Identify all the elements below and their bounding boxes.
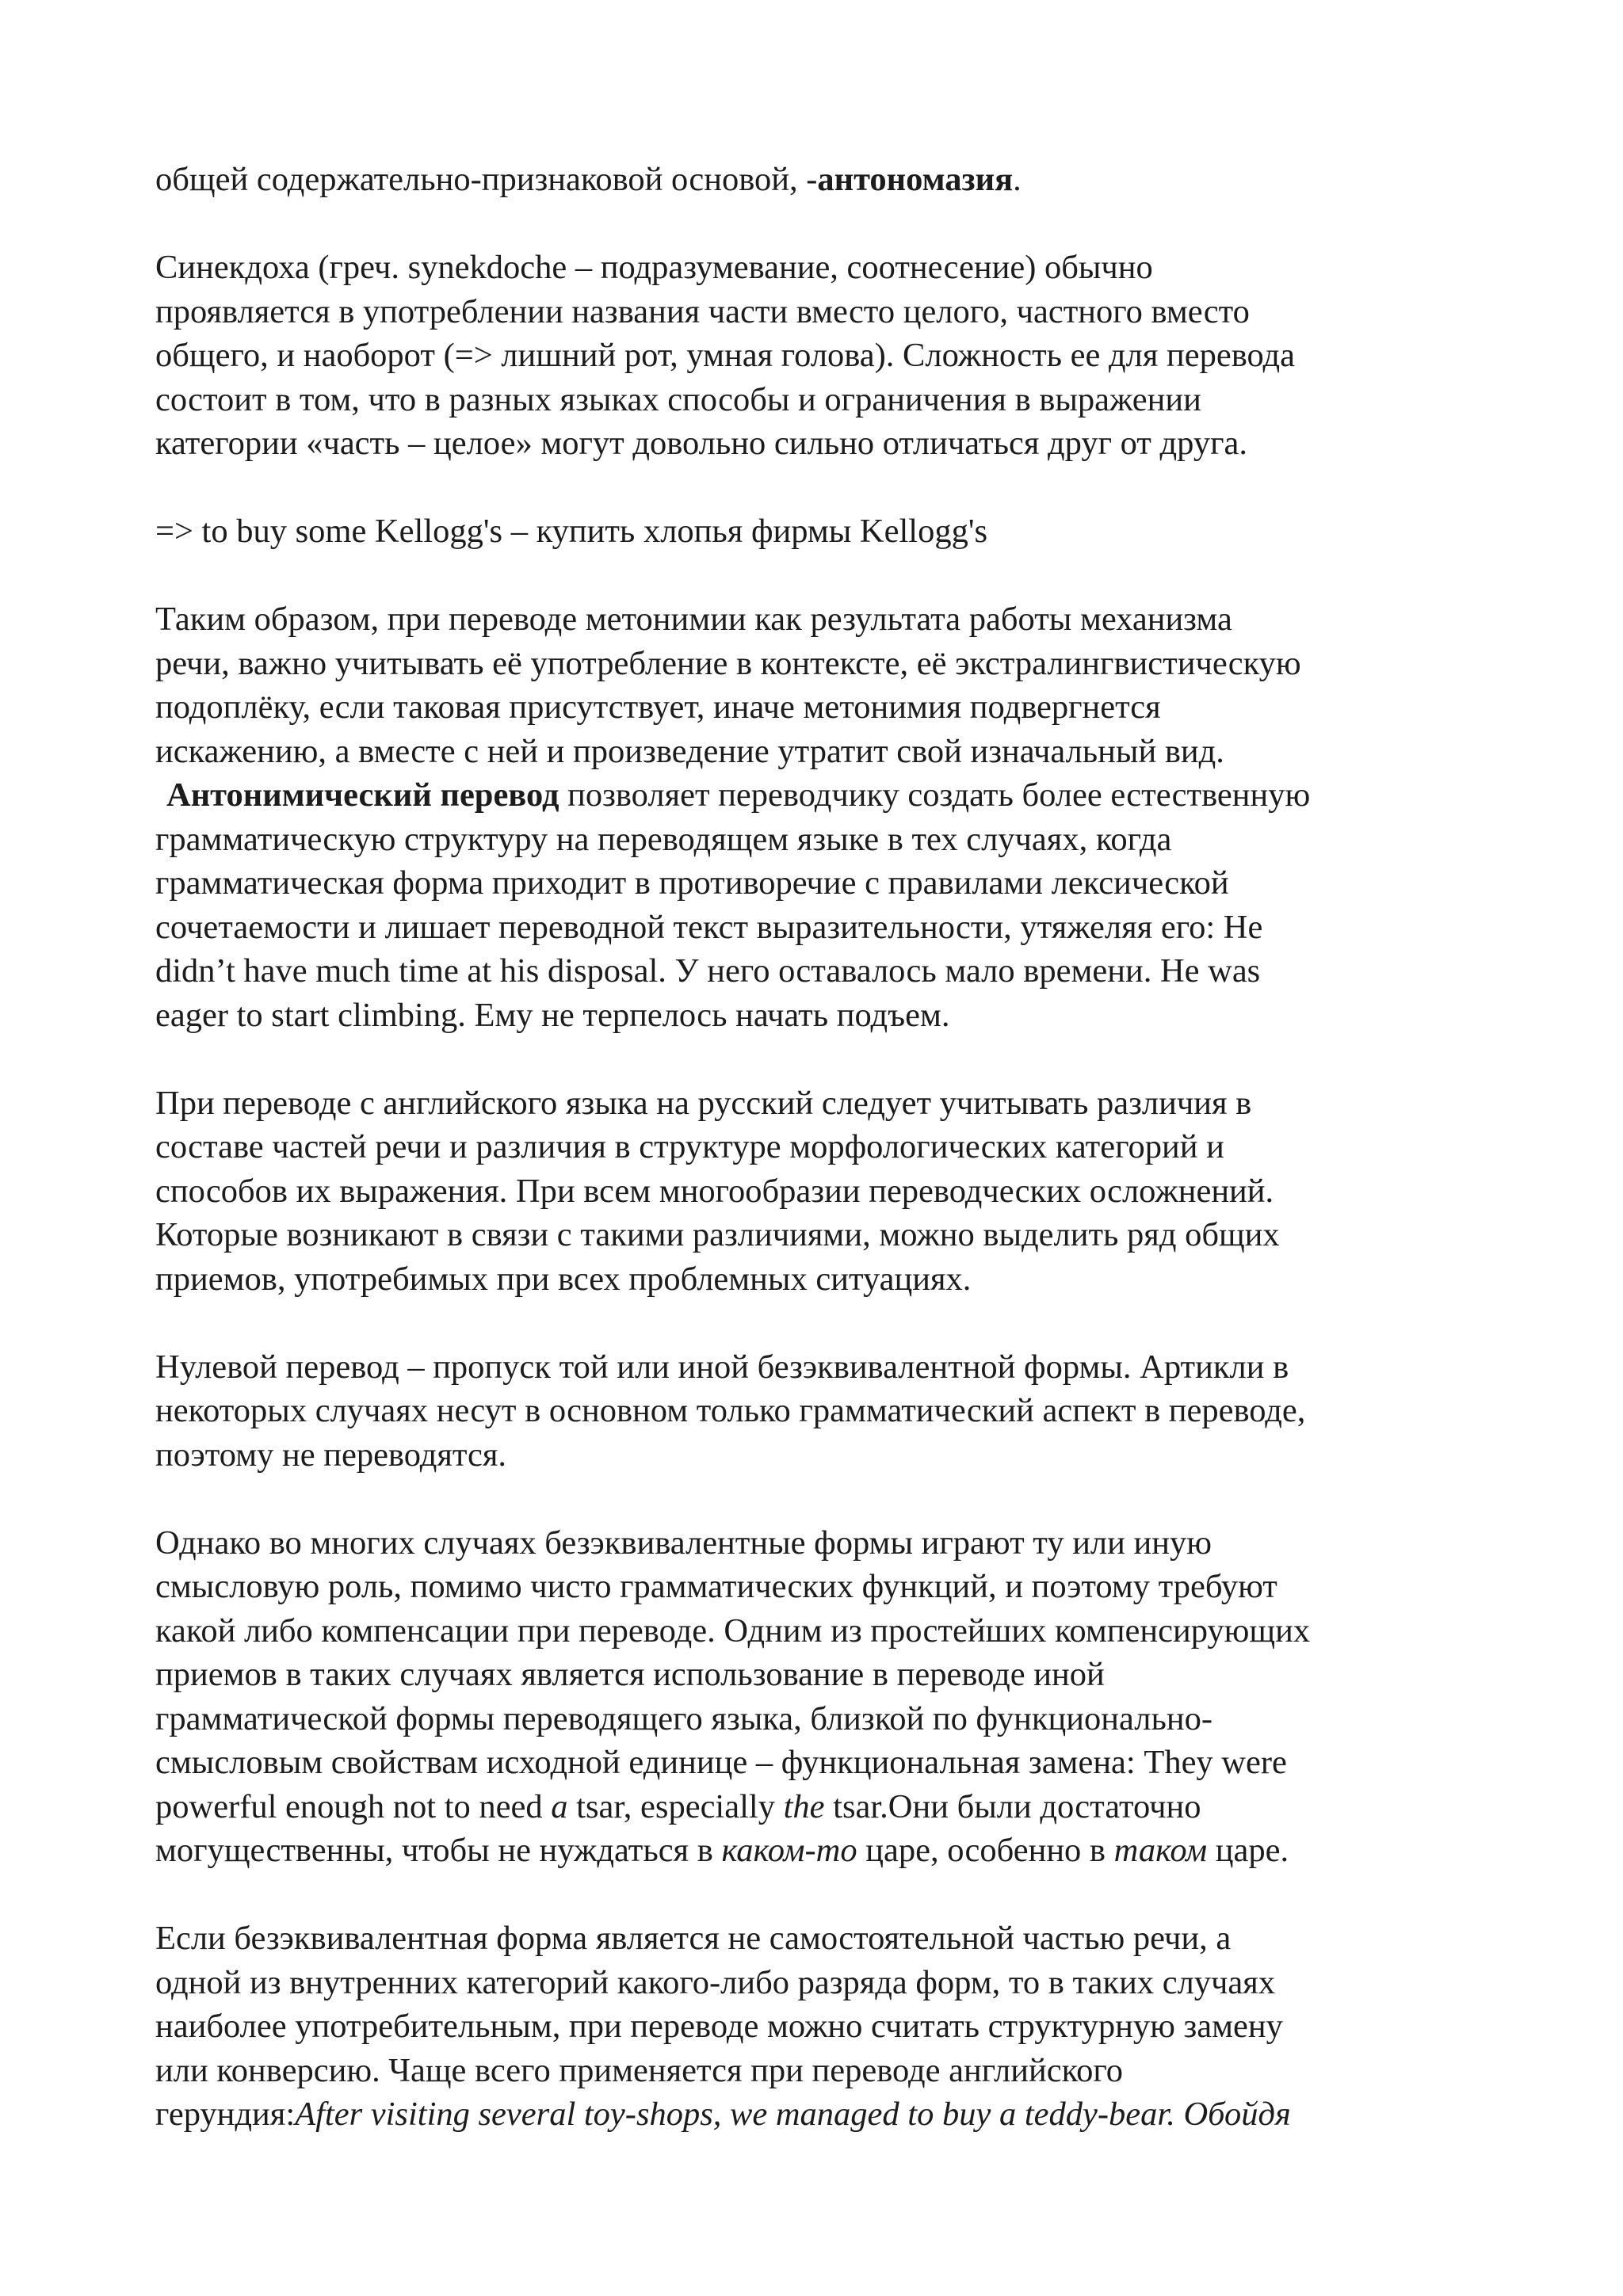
text-line: наиболее употребительным, при переводе можно считать структурную замену	[155, 2008, 1283, 2045]
paragraph-gap	[155, 202, 1472, 246]
paragraph-zero-translation	[155, 1345, 1472, 1478]
text-line: или конверсию. Чаще всего применяется при переводе английского	[155, 2051, 1123, 2089]
text-line: смысловую роль, помимо чисто грамматических функций, и поэтому требуют	[155, 1568, 1277, 1605]
text-line: приемов, употребимых при всех проблемных ситуациях.	[155, 1260, 972, 1298]
paragraph-synecdoche	[155, 246, 1472, 466]
italic-word-takom: таком	[1113, 1832, 1208, 1869]
text-line: didn’t have much time at his disposal. У него оставалось мало времени. He was	[155, 952, 1261, 990]
paragraph-functional-replacement	[155, 1521, 1472, 1873]
text-line: eager to start climbing. Ему не терпелось начать подъем.	[155, 996, 950, 1034]
paragraph-gap	[155, 1301, 1472, 1345]
term-antonymic-translation: Антонимический перевод	[166, 776, 559, 814]
text-line: какой либо компенсации при переводе. Одним из простейших компенсирующих	[155, 1611, 1311, 1650]
text-line: приемов в таких случаях является использование в переводе иной	[155, 1656, 1105, 1693]
text-line: могущественны, чтобы не нуждаться в каком-то царе, особенно в таком царе.	[155, 1832, 1289, 1869]
term-antonomasia: антономазия	[817, 161, 1014, 198]
text-line: одной из внутренних категорий какого-либо разряда форм, то в таких случаях	[155, 1963, 1276, 2001]
paragraph-gap	[155, 1477, 1472, 1521]
text-line: powerful enough not to need a tsar, especially the tsar.Они были достаточно	[155, 1787, 1201, 1825]
text-line: общего, и наоборот (=> лишний рот, умная голова). Сложность ее для перевода	[155, 337, 1296, 374]
text-line: искажению, а вместе с ней и произведение утратит свой изначальный вид.	[155, 732, 1224, 770]
text-line: грамматическая форма приходит в противоречие с правилами лексической	[155, 864, 1229, 902]
text-line: состоит в том, что в разных языках способы и ограничения в выражении	[155, 380, 1201, 418]
text-line: способов их выражения. При всем многообразии переводческих осложнений.	[155, 1172, 1274, 1210]
paragraph-metonymy-antonymic	[155, 597, 1472, 1037]
text-line: Однако во многих случаях безэквивалентные формы играют ту или иную	[155, 1524, 1212, 1562]
text-line: речи, важно учитывать её употребление в контексте, её экстралингвистическую	[155, 644, 1301, 682]
text-line: сочетаемости и лишает переводной текст выразительности, утяжеляя его: He	[155, 908, 1263, 946]
text-line: проявляется в употреблении названия части вместо целого, частного вместо	[155, 292, 1250, 330]
paragraph-structural-replacement	[155, 1917, 1472, 2137]
paragraph-gap	[155, 554, 1472, 598]
text-line: герундия:After visiting several toy-shops, we managed to buy a teddy-bear. Обойдя	[155, 2096, 1291, 2133]
text-line: поэтому не переводятся.	[155, 1436, 507, 1474]
text-line: составе частей речи и различия в структуре морфологических категорий и	[155, 1128, 1224, 1165]
paragraph-gap	[155, 1037, 1472, 1081]
text-line: общей содержательно-признаковой основой, -антономазия.	[155, 161, 1022, 198]
text-line: Антонимический перевод позволяет переводчику создать более естественную	[166, 776, 1311, 814]
text-line: некоторых случаях несут в основном только грамматический аспект в переводе,	[155, 1392, 1306, 1429]
paragraph-gap	[155, 466, 1472, 510]
italic-article-a: a	[551, 1787, 568, 1825]
text-line: категории «часть – целое» могут довольно сильно отличаться друг от друга.	[155, 425, 1247, 462]
italic-article-the: the	[783, 1787, 825, 1825]
italic-word-kakom-to: каком-то	[721, 1832, 857, 1869]
paragraph-gap	[155, 1873, 1472, 1917]
text-line: подоплёку, если таковая присутствует, иначе метонимия подвергнется	[155, 688, 1161, 726]
text-line: => to buy some Kellogg's – купить хлопья фирмы Kellogg's	[155, 513, 988, 550]
paragraph-parts-of-speech	[155, 1081, 1472, 1302]
text-line: Таким образом, при переводе метонимии как результата работы механизма	[155, 601, 1232, 638]
text-line: грамматическую структуру на переводящем языке в тех случаях, когда	[155, 820, 1172, 858]
text-line: грамматической формы переводящего языка, близкой по функционально-	[155, 1699, 1213, 1737]
text-line: Синекдоха (греч. synekdoche – подразумевание, соотнесение) обычно	[155, 249, 1153, 286]
text-line: При переводе с английского языка на русский следует учитывать различия в	[155, 1084, 1252, 1122]
text-line: Которые возникают в связи с такими различиями, можно выделить ряд общих	[155, 1216, 1280, 1253]
paragraph-example-kelloggs	[155, 509, 1472, 554]
italic-example-sentence: After visiting several toy-shops, we managed to buy a teddy-bear. Обойдя	[295, 2096, 1291, 2133]
text-line: Нулевой перевод – пропуск той или иной безэквивалентной формы. Артикли в	[155, 1348, 1289, 1386]
text-line: Если безэквивалентная форма является не самостоятельной частью речи, а	[155, 1920, 1232, 1957]
paragraph-antonomasia-end	[155, 158, 1472, 202]
text-line: смысловым свойствам исходной единице – функциональная замена: They were	[155, 1744, 1287, 1781]
